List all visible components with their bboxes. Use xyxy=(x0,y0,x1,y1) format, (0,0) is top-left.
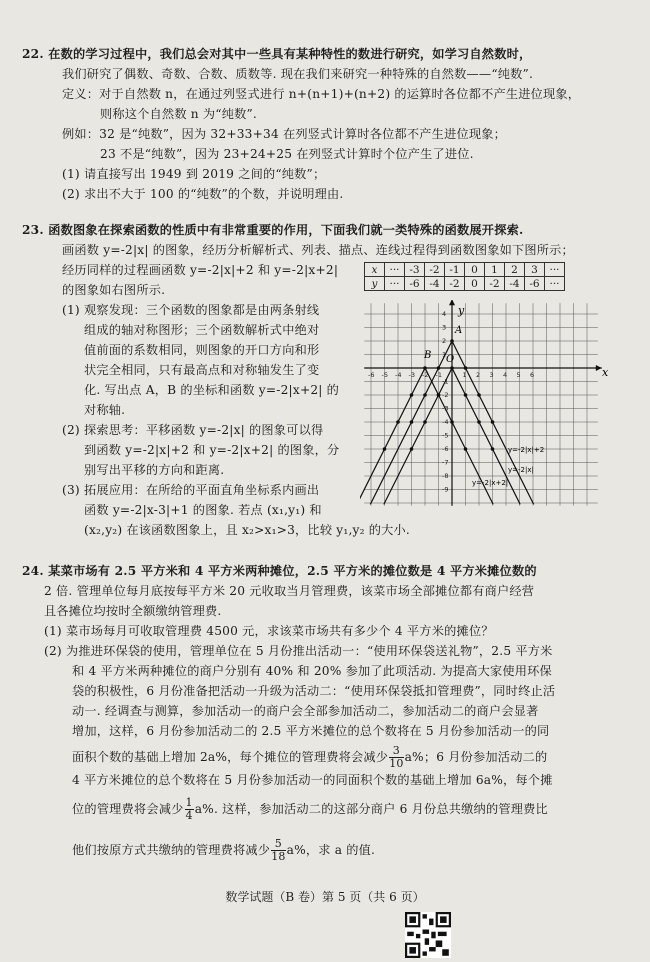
q22-line-1: 22. 在数的学习过程中，我们总会对其中一些具有某种特性的数进行研究，如学习自然数时， xyxy=(22,47,532,61)
plot-point xyxy=(450,420,454,424)
legend-3: y=-2|x+2| xyxy=(472,479,509,487)
plot-point xyxy=(423,366,427,370)
plot-point xyxy=(396,420,400,424)
q24-line-1: 24. 某菜市场有 2.5 平方米和 4 平方米两种摊位，2.5 平方米的摊位数是 4 平方米摊位数的 xyxy=(22,564,537,578)
point-label-a: A xyxy=(455,325,463,336)
q24-line-3: 且各摊位均按时全额缴纳管理费. xyxy=(44,604,222,618)
fraction-denominator: 18 xyxy=(271,850,286,863)
table-cell: -4 xyxy=(505,277,525,291)
q24-part-2-b: 和 4 平方米两种摊位的商户分别有 40% 和 20% 参加了此项活动. 为提高大家使用环保 xyxy=(72,664,552,678)
fraction-denominator: 10 xyxy=(389,757,404,770)
table-row-x xyxy=(365,263,565,277)
q24-text: 位的管理费将会减少 xyxy=(72,802,184,816)
x-tick-label: 2 xyxy=(476,371,481,379)
q23-line-4: 的图象如右图所示. xyxy=(62,283,166,297)
fraction-1-4 xyxy=(185,797,194,822)
x-tick-label: -1 xyxy=(435,371,442,379)
axis-label-x: x xyxy=(602,366,609,379)
q23-line-3: 经历同样的过程画函数 y=-2|x|+2 和 y=-2|x+2| xyxy=(62,263,339,277)
table-cell: ··· xyxy=(545,263,565,277)
fraction-numerator: 1 xyxy=(185,796,193,809)
y-tick-label: -6 xyxy=(442,445,449,453)
q23-part-3-b: 函数 y=-2|x-3|+1 的图象. 若点 (x₁,y₁) 和 xyxy=(84,503,322,517)
table-cell: 3 xyxy=(525,263,545,277)
fraction-denominator: 4 xyxy=(185,809,193,822)
table-cell: x xyxy=(365,263,385,277)
legend-2: y=-2|x| xyxy=(508,466,534,474)
q23-part-1-c: 值前面的系数相同，则图象的开口方向和形 xyxy=(84,343,320,357)
graph-grid xyxy=(364,303,598,506)
legend-1: y=-2|x|+2 xyxy=(508,446,545,454)
q24-text: a%，求 a 的值. xyxy=(286,843,376,857)
table-cell: -3 xyxy=(405,263,425,277)
y-tick-label: 4 xyxy=(442,310,447,318)
q24-part-2-c: 袋的积极性，6 月份准备把活动一升级为活动二：“使用环保袋抵扣管理费”，同时终止活 xyxy=(72,684,556,698)
y-tick-label: -3 xyxy=(442,404,449,413)
q23-part-3-c: (x₂,y₂) 在该函数图象上，且 x₂>x₁>3，比较 y₁,y₂ 的大小. xyxy=(84,523,411,537)
table-cell: ··· xyxy=(545,277,565,291)
plot-point xyxy=(410,393,414,397)
table-cell: y xyxy=(365,277,385,291)
x-tick-label: -3 xyxy=(408,371,415,379)
q23-part-2-a: (2) 探索思考：平移函数 y=-2|x| 的图象可以得 xyxy=(62,423,324,437)
x-tick-label: -6 xyxy=(368,371,375,379)
fraction-numerator: 3 xyxy=(389,745,403,758)
coordinate-graph xyxy=(360,300,610,512)
table-cell: -6 xyxy=(525,277,545,291)
plot-point xyxy=(437,393,441,397)
q22-definition: 定义：对于自然数 n，在通过列竖式进行 n+(n+1)+(n+2) 的运算时各位都不产生进位现象， xyxy=(62,87,581,101)
plot-point xyxy=(410,420,414,424)
q23-part-1-b: 组成的轴对称图形；三个函数解析式中绝对 xyxy=(84,323,320,337)
qr-code xyxy=(405,912,451,958)
q23-part-2-b: 到函数 y=-2|x|+2 和 y=-2|x+2| 的图象，分 xyxy=(84,443,340,457)
y-tick-label: -1 xyxy=(442,377,449,386)
fraction-5-18 xyxy=(271,838,285,863)
q23-part-1-e: 化. 写出点 A，B 的坐标和函数 y=-2|x+2| 的 xyxy=(84,383,340,397)
q24-part-2-h xyxy=(72,797,548,822)
fraction-numerator: 5 xyxy=(271,838,285,851)
y-tick-label: -5 xyxy=(442,431,449,440)
q22-line-2: 我们研究了偶数、奇数、合数、质数等. 现在我们来研究一种特殊的自然数——“纯数”. xyxy=(62,67,534,81)
plot-point xyxy=(437,366,441,370)
plot-point xyxy=(464,393,468,397)
plot-point xyxy=(491,447,495,451)
plot-point xyxy=(491,420,495,424)
fraction-3-10 xyxy=(389,745,403,770)
q24-part-2-i xyxy=(72,838,375,863)
plot-point xyxy=(423,420,427,424)
y-tick-label: 2 xyxy=(442,337,447,345)
q22-example-2: 23 不是“纯数”，因为 23+24+25 在列竖式计算时个位产生了进位. xyxy=(100,147,474,161)
table-cell: 0 xyxy=(465,263,485,277)
q23-part-1-f: 对称轴. xyxy=(84,403,126,417)
table-cell: -4 xyxy=(425,277,445,291)
q22-part-2: (2) 求出不大于 100 的“纯数”的个数，并说明理由. xyxy=(62,187,344,201)
q23-part-2-c: 别写出平移的方向和距离. xyxy=(84,463,225,477)
plot-point xyxy=(383,447,387,451)
q24-text: a%. 这样，参加活动二的这部分商户 6 月份总共缴纳的管理费比 xyxy=(194,802,548,816)
table-cell: -2 xyxy=(445,277,465,291)
q22-part-1: (1) 请直接写出 1949 到 2019 之间的“纯数”； xyxy=(62,167,326,181)
q24-part-2-g: 4 平方米摊位的总个数将在 5 月份参加活动一的同面积个数的基础上增加 6a%，每个摊 xyxy=(72,773,553,787)
table-cell: ··· xyxy=(385,277,405,291)
q23-line-2: 画函数 y=-2|x| 的图象，经历分析解析式、列表、描点、连线过程得到函数图象如下图所示； xyxy=(62,243,574,257)
y-tick-label: -2 xyxy=(442,391,449,399)
x-tick-label: -4 xyxy=(395,371,402,379)
table-cell: -6 xyxy=(405,277,425,291)
plot-point xyxy=(450,366,454,370)
q22-example-1: 例如：32 是“纯数”，因为 32+33+34 在列竖式计算时各位都不产生进位现象； xyxy=(62,127,507,141)
plot-point xyxy=(464,447,468,451)
x-tick-label: 1 xyxy=(462,371,467,379)
table-cell: 2 xyxy=(505,263,525,277)
q24-text: 面积个数的基础上增加 2a%，每个摊位的管理费将会减少 xyxy=(72,750,389,764)
q24-part-2-f xyxy=(72,745,547,770)
plot-point xyxy=(477,393,481,397)
q24-text: a%；6 月份参加活动二的 xyxy=(404,750,548,764)
q23-part-1-d: 状完全相同，只有最高点和对称轴发生了变 xyxy=(84,363,320,377)
q24-part-2-d: 动一. 经调查与测算，参加活动一的商户会全部参加活动二，参加活动二的商户会显著 xyxy=(72,704,539,718)
value-table xyxy=(364,262,565,291)
page-footer: 数学试题（B 卷）第 5 页（共 6 页） xyxy=(225,890,425,904)
x-tick-label: -2 xyxy=(422,371,429,379)
q23-part-3-a: (3) 拓展应用：在所给的平面直角坐标系内画出 xyxy=(62,483,320,497)
y-tick-label: 3 xyxy=(442,323,447,332)
plot-point xyxy=(477,420,481,424)
y-axis-arrow xyxy=(449,300,455,305)
table-cell: ··· xyxy=(385,263,405,277)
x-tick-label: 4 xyxy=(503,371,508,379)
q23-line-1: 23. 函数图象在探索函数的性质中有非常重要的作用，下面我们就一类特殊的函数展开探索. xyxy=(22,223,524,237)
q22-line-4: 则称这个自然数 n 为“纯数”. xyxy=(100,107,258,121)
axis-label-y: y xyxy=(458,304,465,317)
plot-point xyxy=(410,447,414,451)
q24-part-2-a: (2) 为推进环保袋的使用，管理单位在 5 月份推出活动一：“使用环保袋送礼物”，2.5 平方米 xyxy=(44,644,553,658)
q24-line-2: 2 倍. 管理单位每月底按每平方米 20 元收取当月管理费，该菜市场全部摊位都有商户经营 xyxy=(44,584,535,598)
y-tick-label: -9 xyxy=(442,485,449,494)
q24-part-1: (1) 菜市场每月可收取管理费 4500 元，求该菜市场共有多少个 4 平方米的摊位？ xyxy=(44,624,494,638)
x-tick-label: 3 xyxy=(489,371,494,379)
x-tick-label: -5 xyxy=(381,371,388,379)
table-cell: -1 xyxy=(445,263,465,277)
plot-point xyxy=(450,339,454,343)
plot-point xyxy=(464,366,468,370)
table-cell: 0 xyxy=(465,277,485,291)
point-label-o: O xyxy=(446,354,455,365)
q24-part-2-e: 增加，这样，6 月份参加活动二的 2.5 平方米摊位的总个数将在 5 月份参加活动一的同 xyxy=(72,724,550,738)
plot-point xyxy=(423,393,427,397)
q24-text: 他们按原方式共缴纳的管理费将减少 xyxy=(72,843,271,857)
point-label-b: B xyxy=(424,350,432,361)
y-tick-label: -7 xyxy=(442,458,449,467)
x-tick-label: 5 xyxy=(516,371,521,379)
y-tick-label: -8 xyxy=(442,472,449,480)
table-cell: -2 xyxy=(485,277,505,291)
x-tick-label: 6 xyxy=(530,371,535,379)
x-axis-arrow xyxy=(596,365,602,371)
table-row-y xyxy=(365,277,565,291)
q23-part-1-a: (1) 观察发现：三个函数的图象都是由两条射线 xyxy=(62,303,320,317)
y-tick-label: -4 xyxy=(442,418,449,426)
y-tick-label: 1 xyxy=(442,350,447,359)
table-cell: -2 xyxy=(425,263,445,277)
table-cell: 1 xyxy=(485,263,505,277)
